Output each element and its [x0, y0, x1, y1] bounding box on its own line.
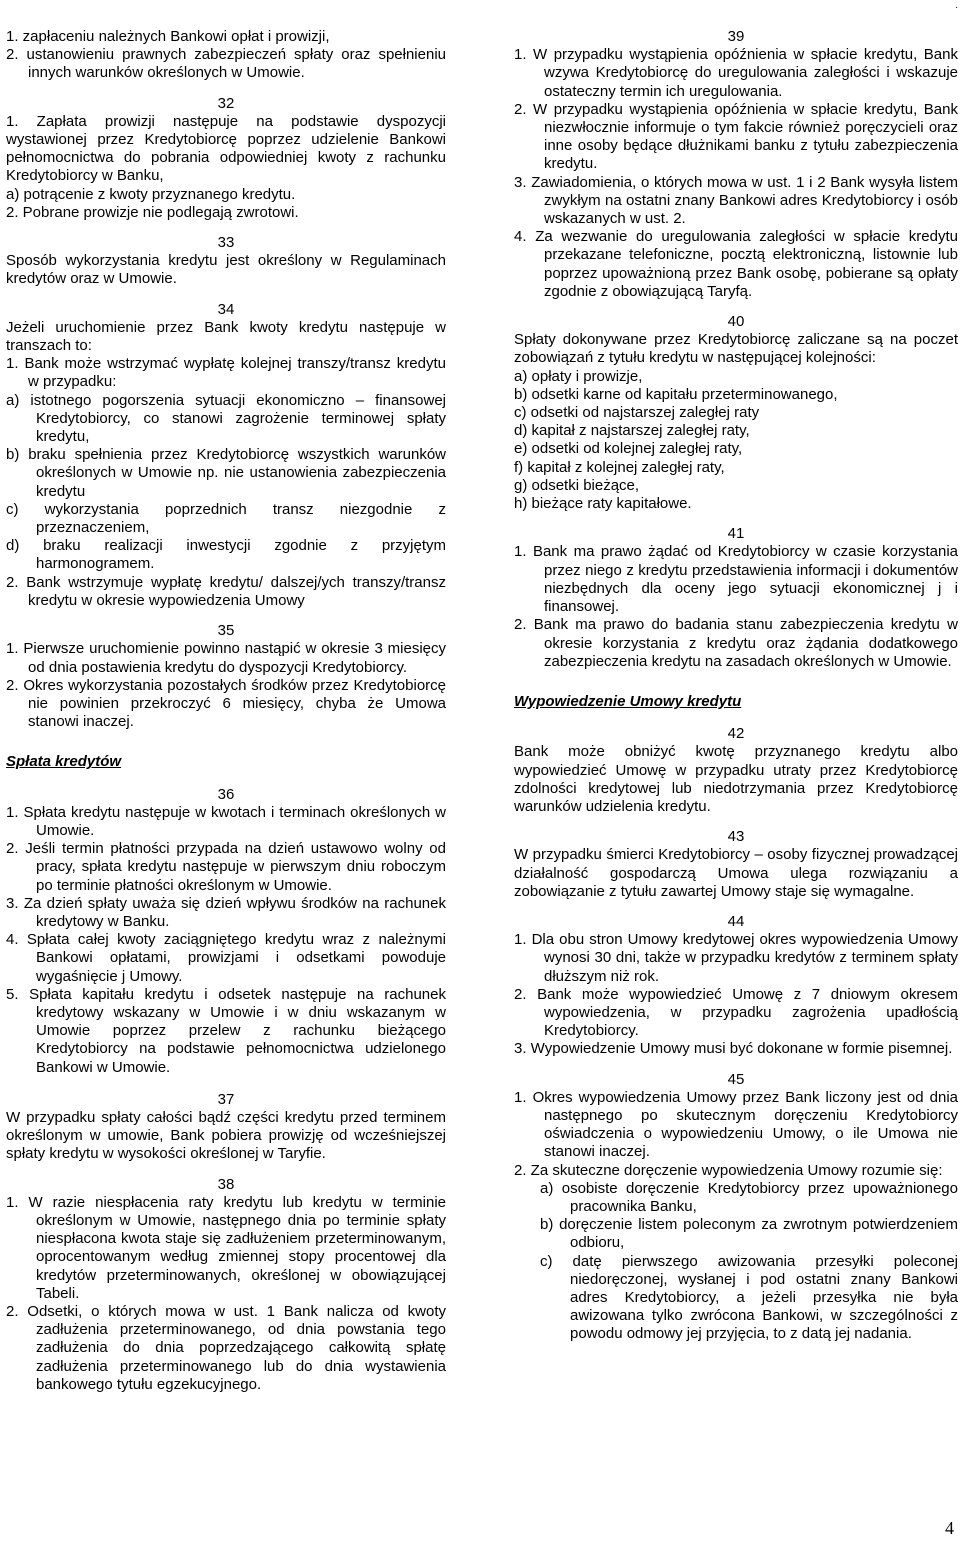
list-item: 2. Za skuteczne doręczenie wypowiedzenia Umowy rozumie się: — [514, 1161, 943, 1179]
list-item: f) kapitał z kolejnej zaległej raty, — [514, 458, 725, 476]
list-item: 2. ustanowieniu prawnych zabezpieczeń spłaty oraz spełnieniu innych warunków określonych w Umowie. — [6, 46, 446, 82]
section-number: 41 — [727, 525, 745, 543]
list-item: h) bieżące raty kapitałowe. — [514, 495, 692, 513]
list-item: a) istotnego pogorszenia sytuacji ekonomiczno – finansowej Kredytobiorcy, co stanowi zagrożenie terminowej spłaty kredytu, — [6, 391, 446, 446]
list-item: 2. W przypadku wystąpienia opóźnienia w spłacie kredytu, Bank niezwłocznie informuje o tym fakcie również poręczycieli oraz inne osoby będące dłużnikami banku z tytułu zabezpieczenia kredytu. — [514, 100, 958, 173]
list-item: 3. Zawiadomienia, o których mowa w ust. 1 i 2 Bank wysyła listem zwykłym na ostatni znany Bankowi adres Kredytobiorcy i osób wskazanych w ust. 2. — [514, 173, 958, 228]
list-item: a) potrącenie z kwoty przyznanego kredytu. — [6, 185, 296, 203]
list-item: c) datę pierwszego awizowania przesyłki poleconej niedoręczonej, wysłanej i pod ostatni znany Bankowi adres Kredytobiorcy, a jeżeli przesyłka nie była awizowana tylko zwrócona Bankowi, w szczególności z powodu odmowy jej przyjęcia, to z datą jej nadania. — [540, 1252, 958, 1343]
section-number: 33 — [217, 234, 235, 252]
list-item: 1. Bank ma prawo żądać od Kredytobiorcy w czasie korzystania przez niego z kredytu przedstawienia informacji i dokumentów niezbędnych dla oceny jego sytuacji ekonomicznej j i finansowej. — [514, 543, 958, 616]
paragraph: 1. Zapłata prowizji następuje na podstawie dyspozycji wystawionej przez Kredytobiorcę poprzez udzielenie Bankowi pełnomocnictwa do pobrania odpowiedniej kwoty z rachunku Kredytobiorcy w Banku, — [6, 112, 446, 185]
section-number: 32 — [217, 94, 235, 112]
list-item: 1. Dla obu stron Umowy kredytowej okres wypowiedzenia Umowy wynosi 30 dni, także w przypadku kredytów z terminem spłaty dłuższym niż rok. — [514, 931, 958, 985]
paragraph: W przypadku spłaty całości bądź części kredytu przed terminem określonym w umowie, Bank pobiera prowizję od wcześniejszej spłaty kredytu w wysokości określonej w Taryfie. — [6, 1108, 446, 1163]
list-item: c) wykorzystania poprzednich transz niezgodnie z przeznaczeniem, — [6, 500, 446, 537]
paragraph: Spłaty dokonywane przez Kredytobiorcę zaliczane są na poczet zobowiązań z tytułu kredytu w następującej kolejności: — [514, 331, 958, 367]
section-number: 37 — [217, 1090, 235, 1108]
paragraph: Sposób wykorzystania kredytu jest określony w Regulaminach kredytów oraz w Umowie. — [6, 252, 446, 288]
section-number: 44 — [727, 912, 745, 930]
list-item: 2. Jeśli termin płatności przypada na dzień ustawowo wolny od pracy, spłata kredytu następuje w pierwszym dniu roboczym po terminie płatności określonym w Umowie. — [6, 840, 446, 894]
section-number: 43 — [727, 828, 745, 846]
section-number: 45 — [727, 1070, 745, 1088]
list-item: a) osobiste doręczenie Kredytobiorcy przez upoważnionego pracownika Banku, — [540, 1179, 958, 1215]
list-item: 2. Bank ma prawo do badania stanu zabezpieczenia kredytu w okresie korzystania z kredytu oraz żądania dodatkowego zabezpieczenia kredytu na zasadach określonych w Umowie. — [514, 616, 958, 670]
list-item: 2. Bank wstrzymuje wypłatę kredytu/ dalszej/ych transzy/transz kredytu w okresie wypowiedzenia Umowy — [6, 573, 446, 609]
section-number: 34 — [217, 300, 235, 318]
paragraph: Bank może obniżyć kwotę przyznanego kredytu albo wypowiedzieć Umowę w przypadku utraty przez Kredytobiorcę zdolności kredytowej lub niedotrzymania przez Kredytobiorcę warunków udzielenia kredytu. — [514, 743, 958, 815]
list-item: 1. Bank może wstrzymać wypłatę kolejnej transzy/transz kredytu w przypadku: — [6, 355, 446, 391]
section-heading: Wypowiedzenie Umowy kredytu — [514, 692, 742, 710]
list-item: g) odsetki bieżące, — [514, 476, 640, 494]
list-item: 5. Spłata kapitału kredytu i odsetek następuje na rachunek kredytowy wskazany w Umowie i w dniu wskazanym w Umowie poprzez przelew z rachunku bieżącego Kredytobiorcy na podstawie pełnomocnictwa udzielonego Bankowi w Umowie. — [6, 985, 446, 1076]
page-number: 4 — [945, 1518, 954, 1538]
list-item: 3. Wypowiedzenie Umowy musi być dokonane w formie pisemnej. — [514, 1040, 953, 1058]
left-column — [6, 28, 446, 1394]
list-item: 2. Bank może wypowiedzieć Umowę z 7 dniowym okresem wypowiedzenia, w przypadku zagrożenia upadłością Kredytobiorcy. — [514, 985, 958, 1040]
section-number: 35 — [217, 622, 235, 640]
list-item: 1. Okres wypowiedzenia Umowy przez Bank liczony jest od dnia następnego po skutecznym doręczeniu Kredytobiorcy oświadczenia o wypowiedzeniu Umowy, o ile Umowa nie stanowi inaczej. — [514, 1088, 958, 1161]
paragraph: W przypadku śmierci Kredytobiorcy – osoby fizycznej prowadzącej działalność gospodarczą Umowa ulega rozwiązaniu a zobowiązanie z tytułu zawartej Umowy staje się wymagalne. — [514, 846, 958, 900]
list-item: 1. Pierwsze uruchomienie powinno nastąpić w okresie 3 miesięcy od dnia postawienia kredytu do dyspozycji Kredytobiorcy. — [6, 640, 446, 676]
list-item: a) opłaty i prowizje, — [514, 367, 643, 385]
list-item: 2. Odsetki, o których mowa w ust. 1 Bank nalicza od kwoty zadłużenia przeterminowanego, od dnia powstania tego zadłużenia do dnia poprzedzającego całkowitą spłatę zadłużenia przeterminowanego lub do dnia wystawienia bankowego tytułu egzekucyjnego. — [6, 1303, 446, 1393]
list-item: 2. Okres wykorzystania pozostałych środków przez Kredytobiorcę nie powinien przekroczyć 6 miesięcy, chyba że Umowa stanowi inaczej. — [6, 676, 446, 731]
section-number: 39 — [727, 28, 745, 45]
right-column — [514, 28, 958, 1344]
list-item: 1. zapłaceniu należnych Bankowi opłat i prowizji, — [6, 28, 330, 45]
list-item: 1. Spłata kredytu następuje w kwotach i terminach określonych w Umowie. — [6, 803, 446, 839]
corner-mark: . — [955, 0, 958, 11]
paragraph: 2. Pobrane prowizje nie podlegają zwrotowi. — [6, 203, 299, 221]
list-item: b) odsetki karne od kapitału przeterminowanego, — [514, 385, 838, 403]
list-item: 4. Spłata całej kwoty zaciągniętego kredytu wraz z należnymi Bankowi opłatami, prowizjami i odsetkami powoduje wygaśnięcie j Umowy. — [6, 931, 446, 985]
list-item: c) odsetki od najstarszej zaległej raty — [514, 404, 760, 422]
section-heading: Spłata kredytów — [6, 753, 122, 771]
list-item: 1. W razie niespłacenia raty kredytu lub kredytu w terminie określonym w Umowie, następnego dnia po terminie spłaty niespłacona kwota staje się zadłużeniem przeterminowanym, oprocentowanym według zmiennej stopy procentowej dla kredytów przeterminowanych, określonej w obowiązującej Tabeli. — [6, 1193, 446, 1302]
section-number: 38 — [217, 1175, 235, 1193]
paragraph: Jeżeli uruchomienie przez Bank kwoty kredytu następuje w transzach to: — [6, 318, 446, 355]
section-number: 42 — [727, 725, 745, 743]
list-item: e) odsetki od kolejnej zaległej raty, — [514, 440, 743, 458]
list-item: d) kapitał z najstarszej zaległej raty, — [514, 422, 750, 440]
list-item: 3. Za dzień spłaty uważa się dzień wpływu środków na rachunek kredytowy w Banku. — [6, 894, 446, 930]
list-item: 1. W przypadku wystąpienia opóźnienia w spłacie kredytu, Bank wzywa Kredytobiorcę do uregulowania zaległości i wskazuje ostateczny termin ich uregulowania. — [514, 46, 958, 100]
section-number: 36 — [217, 785, 235, 803]
list-item: d) braku realizacji inwestycji zgodnie z przyjętym harmonogramem. — [6, 537, 446, 573]
list-item: 4. Za wezwanie do uregulowania zaległości w spłacie kredytu przekazane telefoniczne, pocztą elektroniczną, listownie lub poprzez upoważnioną przez Bank osobę, pobierane są opłaty zgodnie z obowiązującą Taryfą. — [514, 228, 958, 300]
list-item: b) doręczenie listem poleconym za zwrotnym potwierdzeniem odbioru, — [540, 1216, 958, 1252]
section-number: 40 — [727, 313, 745, 331]
list-item: b) braku spełnienia przez Kredytobiorcę wszystkich warunków określonych w Umowie np. nie ustanowienia zabezpieczenia kredytu — [6, 446, 446, 500]
